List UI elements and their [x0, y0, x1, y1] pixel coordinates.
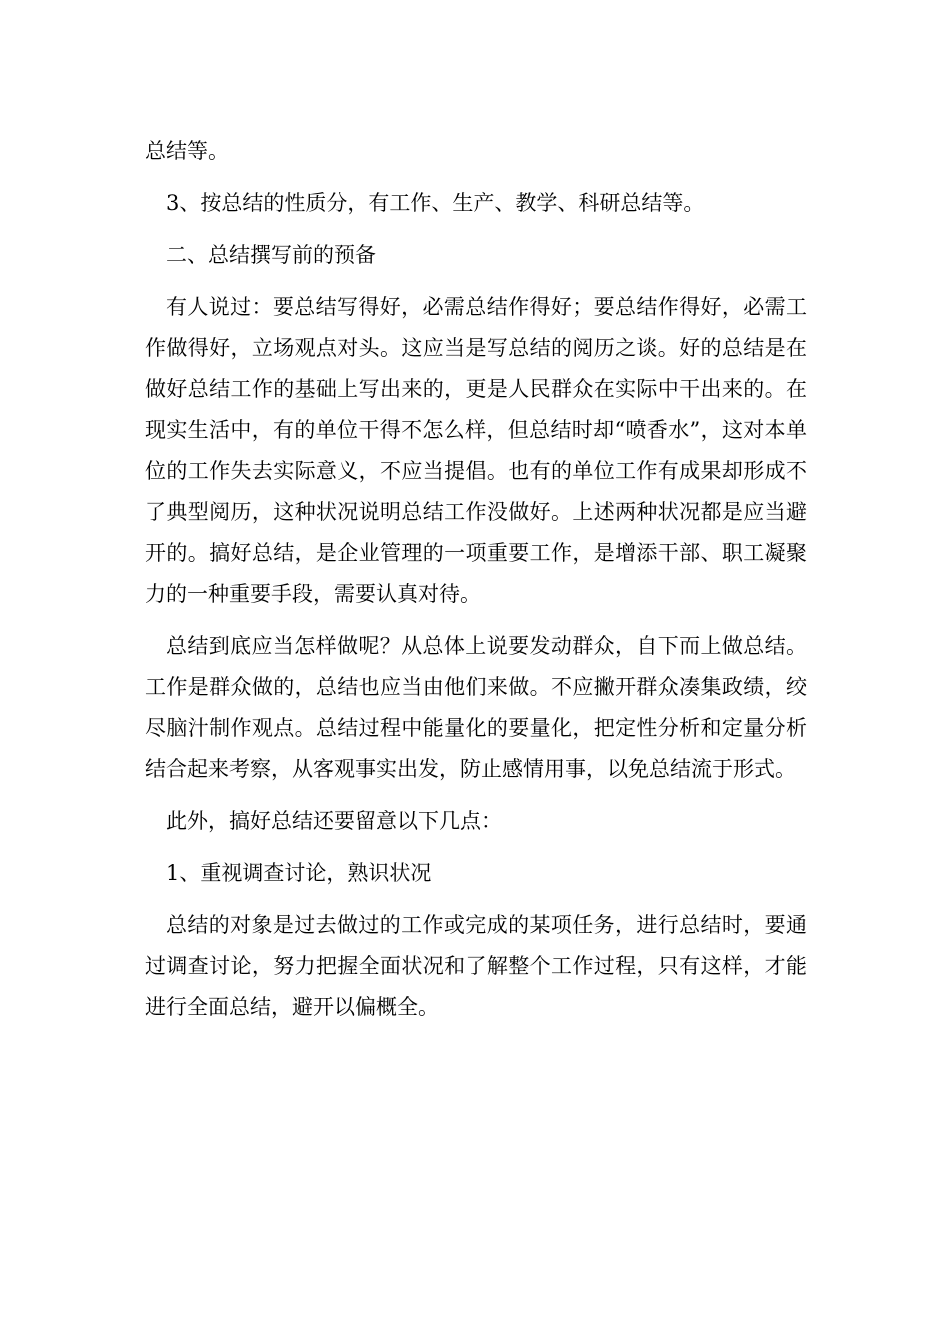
- paragraph-additional-points: 此外，搞好总结还要留意以下几点：: [166, 809, 502, 833]
- paragraph-investigation-body: 总结的对象是过去做过的工作或完成的某项任务，进行总结时，要通过调查讨论，努力把握全面状况和了解整个工作过程，只有这样，才能进行全面总结，避开以偏概全。: [145, 913, 807, 1019]
- paragraph-classification-3: 3、按总结的性质分，有工作、生产、教学、科研总结等。: [166, 191, 705, 215]
- subheading-investigation: 1、重视调查讨论，熟识状况: [166, 861, 432, 885]
- section-heading-preparation: 二、总结撰写前的预备: [166, 243, 376, 267]
- document-body: [145, 131, 807, 1028]
- paragraph-how-to-summarize: 总结到底应当怎样做呢？从总体上说要发动群众，自下而上做总结。工作是群众做的，总结也应当由他们来做。不应撇开群众凑集政绩，绞尽脑汁制作观点。总结过程中能量化的要量化，把定性分析和定量分析结合起来考察，从客观事实出发，防止感情用事，以免总结流于形式。: [145, 634, 807, 781]
- paragraph-continuation: 总结等。: [145, 139, 229, 163]
- paragraph-preparation-intro: 有人说过：要总结写得好，必需总结作得好；要总结作得好，必需工作做得好，立场观点对头。这应当是写总结的阅历之谈。好的总结是在做好总结工作的基础上写出来的，更是人民群众在实际中干出来的。在现实生活中，有的单位干得不怎么样，但总结时却“喷香水”，这对本单位的工作失去实际意义，不应当提倡。也有的单位工作有成果却形成不了典型阅历，这种状况说明总结工作没做好。上述两种状况都是应当避开的。搞好总结，是企业管理的一项重要工作，是增添干部、职工凝聚力的一种重要手段，需要认真对待。: [145, 295, 807, 606]
